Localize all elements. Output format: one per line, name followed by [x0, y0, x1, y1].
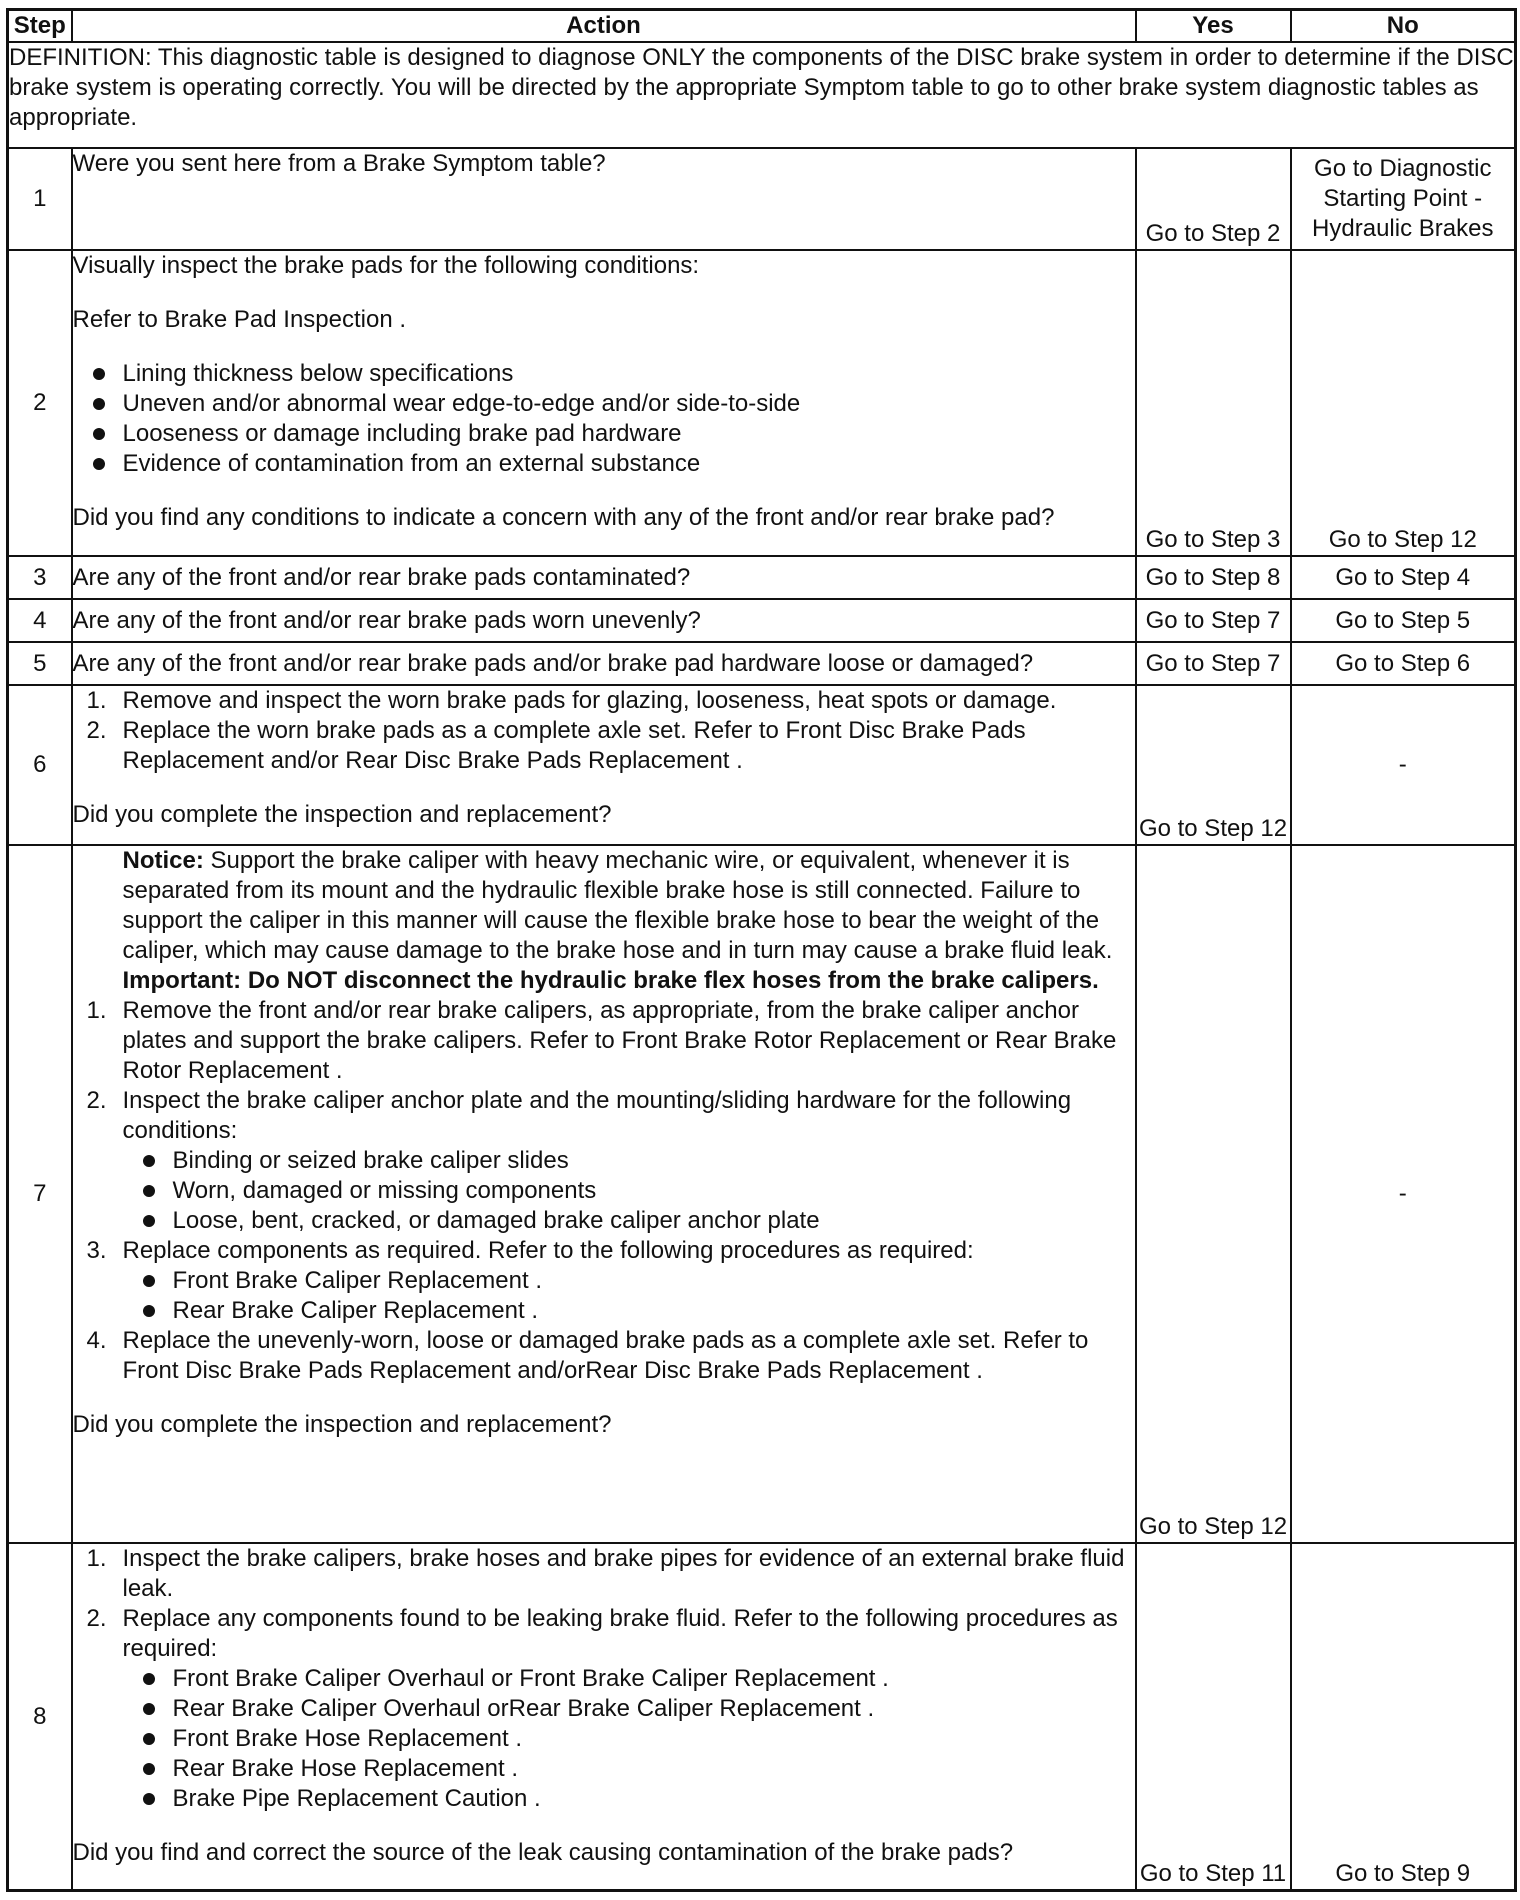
definition-row	[8, 42, 1516, 148]
yes-cell: Go to Step 12	[1136, 685, 1291, 845]
item-text: Remove the front and/or rear brake calipers, as appropriate, from the brake caliper anchor plates and support the brake calipers. Refer to Front Brake Rotor Replacement or Rear Brake Rotor Replacement .	[122, 997, 1117, 1084]
step-action	[72, 148, 1136, 250]
no-cell: -	[1291, 845, 1516, 1543]
list-item: Binding or seized brake caliper slides	[123, 1146, 1135, 1176]
item-text: Replace components as required. Refer to the following procedures as required:	[122, 1237, 974, 1264]
procedure-list	[73, 996, 1135, 1386]
step-number: 6	[8, 685, 72, 845]
step-question: Were you sent here from a Brake Symptom table?	[72, 150, 606, 177]
step-action	[72, 845, 1136, 1543]
header-row	[8, 10, 1516, 43]
definition-text: DEFINITION: This diagnostic table is designed to diagnose ONLY the components of the DISC brake system in order to determine if the DISC brake system is operating correctly. You will be directed by the appropriate Symptom table to go to other brake system diagnostic tables as appropriate.	[8, 42, 1516, 148]
condition-list	[73, 359, 1135, 479]
no-cell: Go to Step 4	[1291, 556, 1516, 599]
list-item: Worn, damaged or missing components	[123, 1176, 1135, 1206]
notice-text: Support the brake caliper with heavy mechanic wire, or equivalent, whenever it is separated from its mount and the hydraulic flexible brake hose is still connected. Failure to support the caliper in this manner will cause the flexible brake hose to bear the weight of the caliper, which may cause damage to the brake hose and in turn may cause a brake fluid leak.	[122, 847, 1113, 964]
item-number: 1.	[86, 997, 107, 1024]
step-number: 8	[8, 1543, 72, 1891]
step-row-4	[8, 599, 1516, 642]
yes-cell: Go to Step 11	[1136, 1543, 1291, 1891]
step-number: 7	[8, 845, 72, 1543]
step-question: Did you find any conditions to indicate a concern with any of the front and/or rear brake pad?	[72, 504, 1055, 531]
list-item: Lining thickness below specifications	[73, 359, 1135, 389]
diagnostic-table	[6, 8, 1517, 1892]
item-text: Replace any components found to be leaking brake fluid. Refer to the following procedures as required:	[122, 1605, 1118, 1662]
step-number: 1	[8, 148, 72, 250]
item-number: 2.	[86, 1605, 107, 1632]
yes-cell: Go to Step 8	[1136, 556, 1291, 599]
step-row-6	[8, 685, 1516, 845]
procedure-list	[73, 686, 1135, 776]
notice	[73, 846, 1135, 966]
important-text: Do NOT disconnect the hydraulic brake flex hoses from the brake calipers.	[247, 967, 1099, 994]
header-no: No	[1291, 10, 1516, 43]
item-number: 1.	[86, 1545, 107, 1572]
item-number: 4.	[86, 1327, 107, 1354]
step-question: Are any of the front and/or rear brake pads and/or brake pad hardware loose or damaged?	[72, 642, 1136, 685]
header-yes: Yes	[1136, 10, 1291, 43]
list-item: Front Brake Caliper Replacement .	[123, 1266, 1135, 1296]
list-item	[73, 716, 1135, 776]
step-question: Did you complete the inspection and replacement?	[72, 1411, 612, 1438]
step-question: Are any of the front and/or rear brake pads contaminated?	[72, 556, 1136, 599]
item-number: 3.	[86, 1237, 107, 1264]
step-question: Did you find and correct the source of the leak causing contamination of the brake pads?	[72, 1839, 1014, 1866]
step-number: 3	[8, 556, 72, 599]
step-number: 2	[8, 250, 72, 556]
item-text: Replace the unevenly-worn, loose or damaged brake pads as a complete axle set. Refer to Front Disc Brake Pads Replacement and/orRear Disc Brake Pads Replacement .	[122, 1327, 1089, 1384]
list-item: Uneven and/or abnormal wear edge-to-edge and/or side-to-side	[73, 389, 1135, 419]
no-cell: -	[1291, 685, 1516, 845]
no-cell: Go to Step 12	[1291, 250, 1516, 556]
step-action	[72, 685, 1136, 845]
list-item	[73, 1544, 1135, 1604]
list-item	[73, 996, 1135, 1086]
list-item	[73, 1326, 1135, 1386]
item-number: 2.	[86, 717, 107, 744]
no-cell: Go to Diagnostic Starting Point - Hydraulic Brakes	[1291, 148, 1516, 250]
step-question: Did you complete the inspection and replacement?	[72, 801, 612, 828]
step-row-2	[8, 250, 1516, 556]
step-row-7	[8, 845, 1516, 1543]
header-action: Action	[72, 10, 1136, 43]
item-number: 1.	[86, 687, 107, 714]
no-cell: Go to Step 5	[1291, 599, 1516, 642]
yes-cell: Go to Step 7	[1136, 642, 1291, 685]
item-text: Inspect the brake calipers, brake hoses and brake pipes for evidence of an external brake fluid leak.	[122, 1545, 1125, 1602]
procedure-reference-list	[123, 1664, 1135, 1814]
list-item	[73, 1236, 1135, 1326]
important-label: Important:	[122, 967, 242, 994]
condition-list	[123, 1146, 1135, 1236]
step-row-8	[8, 1543, 1516, 1891]
list-item	[73, 686, 1135, 716]
procedure-reference-list	[123, 1266, 1135, 1326]
step-reference: Refer to Brake Pad Inspection .	[72, 306, 407, 333]
step-action	[72, 1543, 1136, 1891]
list-item: Looseness or damage including brake pad hardware	[73, 419, 1135, 449]
list-item: Front Brake Hose Replacement .	[123, 1724, 1135, 1754]
step-number: 4	[8, 599, 72, 642]
step-row-1	[8, 148, 1516, 250]
list-item: Loose, bent, cracked, or damaged brake caliper anchor plate	[123, 1206, 1135, 1236]
header-step: Step	[8, 10, 72, 43]
list-item: Rear Brake Hose Replacement .	[123, 1754, 1135, 1784]
important-note	[73, 966, 1135, 996]
item-text: Replace the worn brake pads as a complete axle set. Refer to Front Disc Brake Pads Replacement and/or Rear Disc Brake Pads Replacement .	[122, 717, 1026, 774]
yes-cell: Go to Step 3	[1136, 250, 1291, 556]
list-item	[73, 1604, 1135, 1814]
step-intro: Visually inspect the brake pads for the following conditions:	[72, 252, 700, 279]
list-item: Brake Pipe Replacement Caution .	[123, 1784, 1135, 1814]
step-number: 5	[8, 642, 72, 685]
step-question: Are any of the front and/or rear brake pads worn unevenly?	[72, 599, 1136, 642]
list-item	[73, 1086, 1135, 1236]
yes-cell: Go to Step 7	[1136, 599, 1291, 642]
item-number: 2.	[86, 1087, 107, 1114]
list-item: Rear Brake Caliper Overhaul orRear Brake Caliper Replacement .	[123, 1694, 1135, 1724]
yes-cell: Go to Step 12	[1136, 845, 1291, 1543]
item-text: Remove and inspect the worn brake pads for glazing, looseness, heat spots or damage.	[122, 687, 1057, 714]
list-item: Front Brake Caliper Overhaul or Front Brake Caliper Replacement .	[123, 1664, 1135, 1694]
list-item: Evidence of contamination from an external substance	[73, 449, 1135, 479]
no-cell: Go to Step 6	[1291, 642, 1516, 685]
item-text: Inspect the brake caliper anchor plate and the mounting/sliding hardware for the following conditions:	[122, 1087, 1072, 1144]
step-action	[72, 250, 1136, 556]
step-row-5	[8, 642, 1516, 685]
yes-cell: Go to Step 2	[1136, 148, 1291, 250]
procedure-list	[73, 1544, 1135, 1814]
no-cell: Go to Step 9	[1291, 1543, 1516, 1891]
notice-label: Notice:	[122, 847, 204, 874]
list-item: Rear Brake Caliper Replacement .	[123, 1296, 1135, 1326]
step-row-3	[8, 556, 1516, 599]
